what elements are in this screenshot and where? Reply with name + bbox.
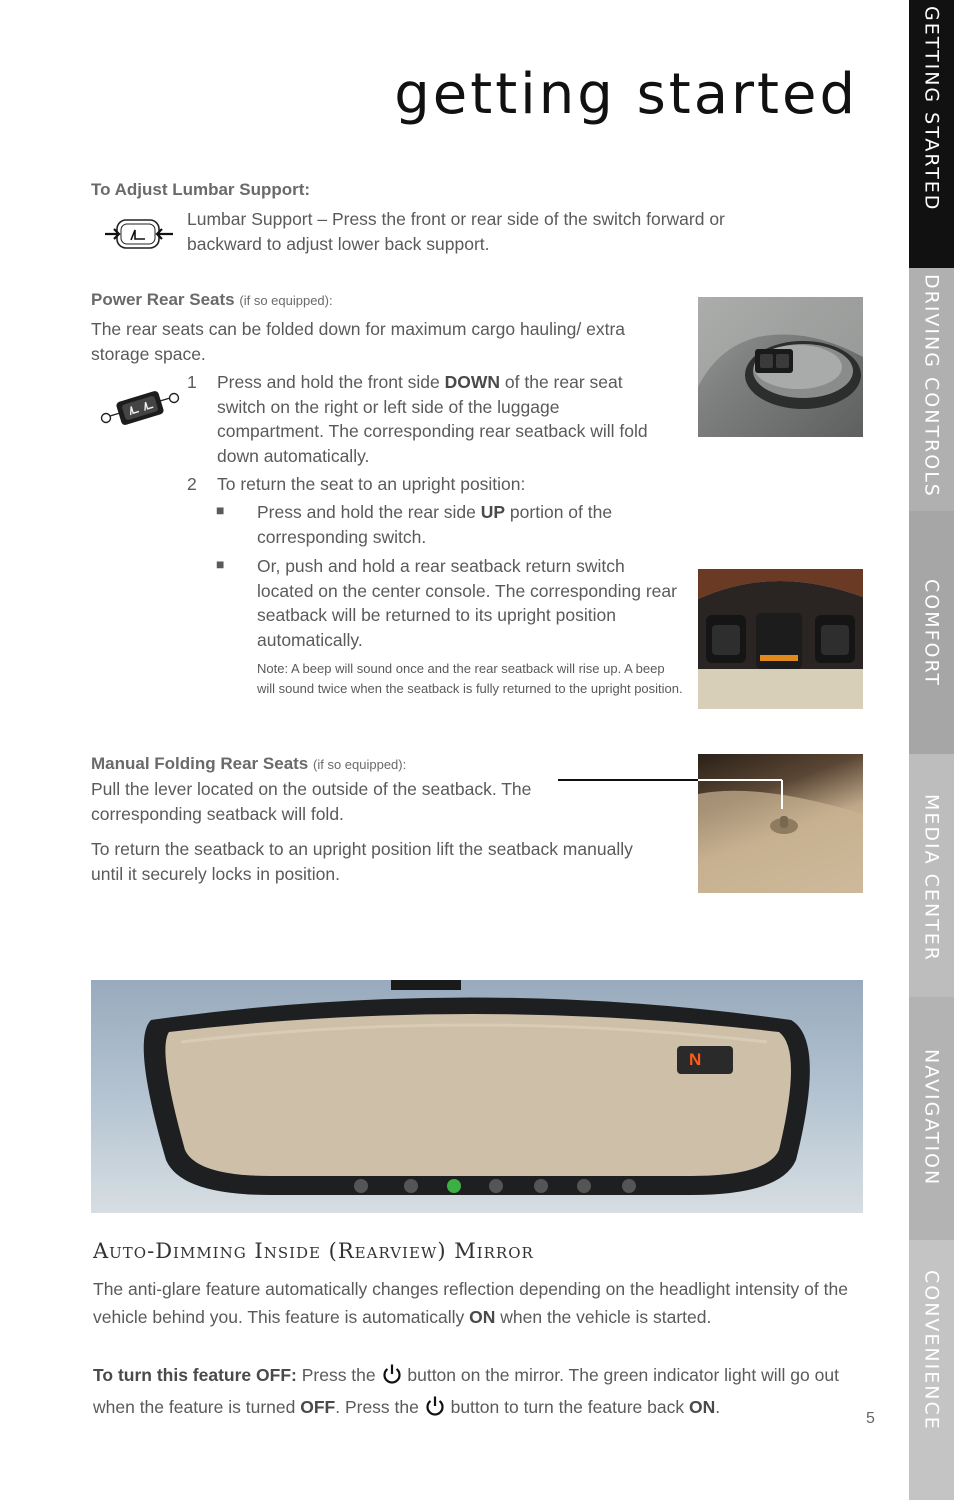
tab-navigation[interactable] bbox=[909, 997, 954, 1240]
power-rear-heading bbox=[91, 290, 333, 310]
mirror-section-title: Auto-Dimming Inside (Rearview) Mirror bbox=[93, 1239, 534, 1263]
bullet-1-text-b: portion of the corresponding switch. bbox=[257, 502, 613, 547]
tab-label: NAVIGATION bbox=[920, 1049, 943, 1187]
page-number: 5 bbox=[866, 1410, 875, 1427]
tab-label: COMFORT bbox=[920, 579, 943, 687]
step-1-text-a: Press and hold the front side bbox=[217, 372, 445, 392]
bullet-1-bold: UP bbox=[480, 502, 506, 522]
manual-rear-heading bbox=[91, 754, 406, 774]
bullet-1-text bbox=[257, 500, 677, 549]
console-switch-photo bbox=[698, 569, 863, 709]
tab-convenience[interactable] bbox=[909, 1240, 954, 1500]
tab-label: DRIVING CONTROLS bbox=[920, 274, 943, 498]
step-1-text bbox=[217, 370, 657, 468]
tab-label: MEDIA CENTER bbox=[920, 794, 943, 962]
step-2-text: To return the seat to an upright position: bbox=[217, 474, 526, 494]
mirror-off-bold-1: OFF bbox=[300, 1397, 336, 1417]
manual-rear-heading-text: Manual Folding Rear Seats bbox=[91, 754, 309, 773]
manual-rear-heading-note: (if so equipped): bbox=[313, 757, 407, 772]
tab-comfort[interactable] bbox=[909, 511, 954, 754]
bullet-2-text: Or, push and hold a rear seatback return switch located on the center console. The corresponding rear seatback will be returned to its upright position automatically. bbox=[257, 556, 677, 650]
power-icon bbox=[424, 1395, 446, 1425]
seat-lever-photo bbox=[698, 754, 863, 893]
step-1-bold: DOWN bbox=[444, 372, 501, 392]
mirror-description-a: The anti-glare feature automatically changes reflection depending on the headlight intensity of the vehicle behind you. This feature is automatically bbox=[93, 1279, 848, 1327]
step-1-number: 1 bbox=[187, 372, 197, 392]
manual-rear-text-1: Pull the lever located on the outside of the seatback. The corresponding seatback will fold. bbox=[91, 779, 532, 824]
lumbar-switch-icon bbox=[105, 214, 173, 259]
power-rear-intro: The rear seats can be folded down for maximum cargo hauling/ extra storage space. bbox=[91, 319, 626, 364]
beep-note: Note: A beep will sound once and the rear seatback will rise up. A beep will sound twice when the seatback is fully returned to the upright position. bbox=[257, 661, 683, 696]
tab-label: GETTING STARTED bbox=[920, 6, 943, 212]
mirror-off-c: . Press the bbox=[335, 1397, 424, 1417]
luggage-switch-photo bbox=[698, 297, 863, 437]
mirror-off-b: button on the mirror. The green indicator light will go out when the feature is turned bbox=[93, 1365, 839, 1417]
power-icon bbox=[381, 1363, 403, 1393]
mirror-off-e: . bbox=[715, 1397, 721, 1417]
page-title: getting started bbox=[394, 62, 858, 127]
lumbar-text: Lumbar Support – Press the front or rear side of the switch forward or backward to adjust lower back support. bbox=[187, 209, 725, 254]
tab-getting-started[interactable] bbox=[909, 0, 954, 268]
bullet-1-text-a: Press and hold the rear side bbox=[257, 502, 481, 522]
manual-rear-text-2: To return the seatback to an upright position lift the seatback manually until it securely locks in position. bbox=[91, 839, 633, 884]
lumbar-heading: To Adjust Lumbar Support: bbox=[91, 180, 311, 199]
tab-label: CONVENIENCE bbox=[920, 1270, 943, 1431]
rear-seat-switch-icon bbox=[100, 386, 180, 435]
mirror-compass-indicator: N bbox=[689, 1050, 702, 1069]
step-1-text-b: of the rear seat switch on the right or left side of the luggage compartment. The corresponding rear seatback will fold down automatically. bbox=[217, 372, 648, 466]
bullet-2-glyph: ■ bbox=[216, 556, 225, 572]
mirror-off-a: Press the bbox=[296, 1365, 381, 1385]
mirror-off-instructions bbox=[93, 1361, 863, 1425]
power-rear-heading-note: (if so equipped): bbox=[239, 293, 333, 308]
tab-driving-controls[interactable] bbox=[909, 268, 954, 511]
mirror-photo bbox=[91, 980, 863, 1213]
mirror-description-bold: ON bbox=[469, 1307, 496, 1327]
mirror-off-d: button to turn the feature back bbox=[445, 1397, 689, 1417]
mirror-description bbox=[93, 1275, 863, 1331]
mirror-description-b: when the vehicle is started. bbox=[495, 1307, 712, 1327]
mirror-off-heading: To turn this feature OFF: bbox=[93, 1365, 297, 1385]
power-rear-heading-text: Power Rear Seats bbox=[91, 290, 235, 309]
step-2-number: 2 bbox=[187, 474, 197, 494]
tab-media-center[interactable] bbox=[909, 754, 954, 997]
bullet-1-glyph: ■ bbox=[216, 502, 225, 518]
mirror-off-bold-2: ON bbox=[688, 1397, 716, 1417]
